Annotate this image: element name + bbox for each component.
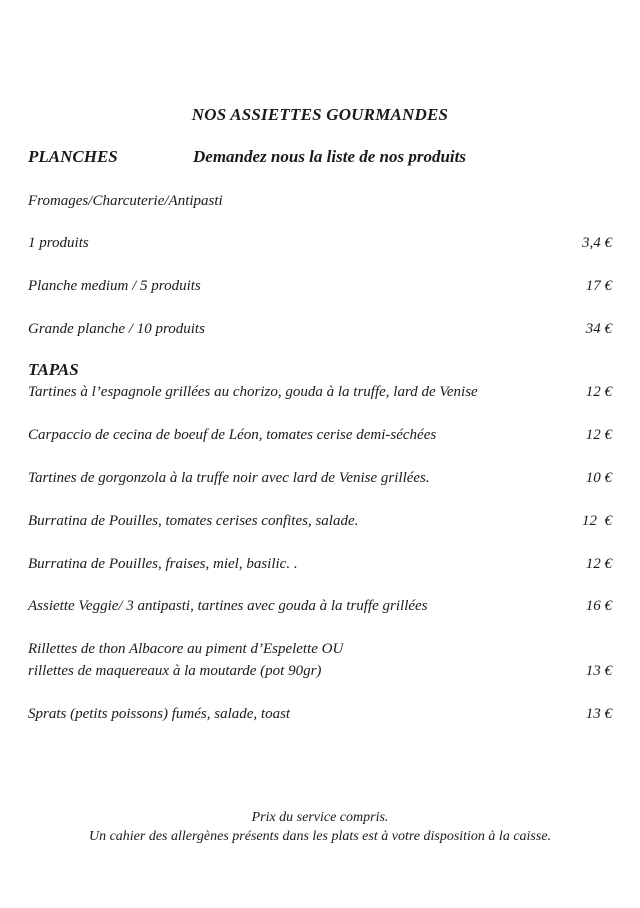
- item-price: 13 €: [585, 706, 612, 722]
- planches-subheading: Demandez nous la liste de nos produits: [193, 147, 466, 166]
- item-name: Tartines de gorgonzola à la truffe noir avec lard de Venise grillées.: [28, 470, 430, 486]
- menu-item: [28, 638, 612, 682]
- menu-item: [28, 424, 612, 446]
- item-price: 16 €: [585, 598, 612, 614]
- menu-item: [28, 318, 612, 340]
- item-price: 12 €: [585, 427, 612, 443]
- item-name: Assiette Veggie/ 3 antipasti, tartines avec gouda à la truffe grillées: [28, 598, 428, 614]
- menu-item: [28, 595, 612, 617]
- menu-item: [28, 553, 612, 575]
- item-price: 10 €: [585, 470, 612, 486]
- item-name-line1: Rillettes de thon Albacore au piment d’Espelette OU: [28, 641, 344, 657]
- item-name: Planche medium / 5 produits: [28, 278, 201, 294]
- item-price: 3,4 €: [582, 235, 612, 251]
- menu-title: NOS ASSIETTES GOURMANDES: [191, 105, 449, 124]
- item-price: 12 €: [582, 513, 612, 529]
- planches-category: [28, 190, 612, 212]
- menu-item: [28, 510, 612, 532]
- item-name: Tartines à l’espagnole grillées au chorizo, gouda à la truffe, lard de Venise: [28, 384, 478, 400]
- item-price: 17 €: [585, 278, 612, 294]
- item-price: 12 €: [585, 384, 612, 400]
- menu-item: [28, 275, 612, 297]
- menu-item: [28, 232, 612, 254]
- footer-allergen-note: Un cahier des allergènes présents dans les plats est à votre disposition à la caisse.: [88, 829, 552, 844]
- item-price: 34 €: [585, 321, 612, 337]
- planches-heading: PLANCHES: [28, 147, 118, 166]
- item-name: Burratina de Pouilles, tomates cerises confites, salade.: [28, 513, 359, 529]
- menu-item: [28, 381, 612, 403]
- menu-item: [28, 703, 612, 725]
- item-price: 12 €: [585, 556, 612, 572]
- item-name: Burratina de Pouilles, fraises, miel, basilic. .: [28, 556, 298, 572]
- item-name: Sprats (petits poissons) fumés, salade, toast: [28, 706, 291, 722]
- category-label: Fromages/Charcuterie/Antipasti: [28, 193, 223, 209]
- item-name: Grande planche / 10 produits: [28, 321, 205, 337]
- item-name: 1 produits: [28, 235, 89, 251]
- footer-service-note: Prix du service compris.: [251, 810, 389, 825]
- tapas-heading: TAPAS: [28, 360, 79, 379]
- item-name-line2: rillettes de maquereaux à la moutarde (pot 90gr): [28, 663, 322, 679]
- menu-item: [28, 467, 612, 489]
- item-name: Carpaccio de cecina de boeuf de Léon, tomates cerise demi-séchées: [28, 427, 437, 443]
- item-price: 13 €: [585, 663, 612, 679]
